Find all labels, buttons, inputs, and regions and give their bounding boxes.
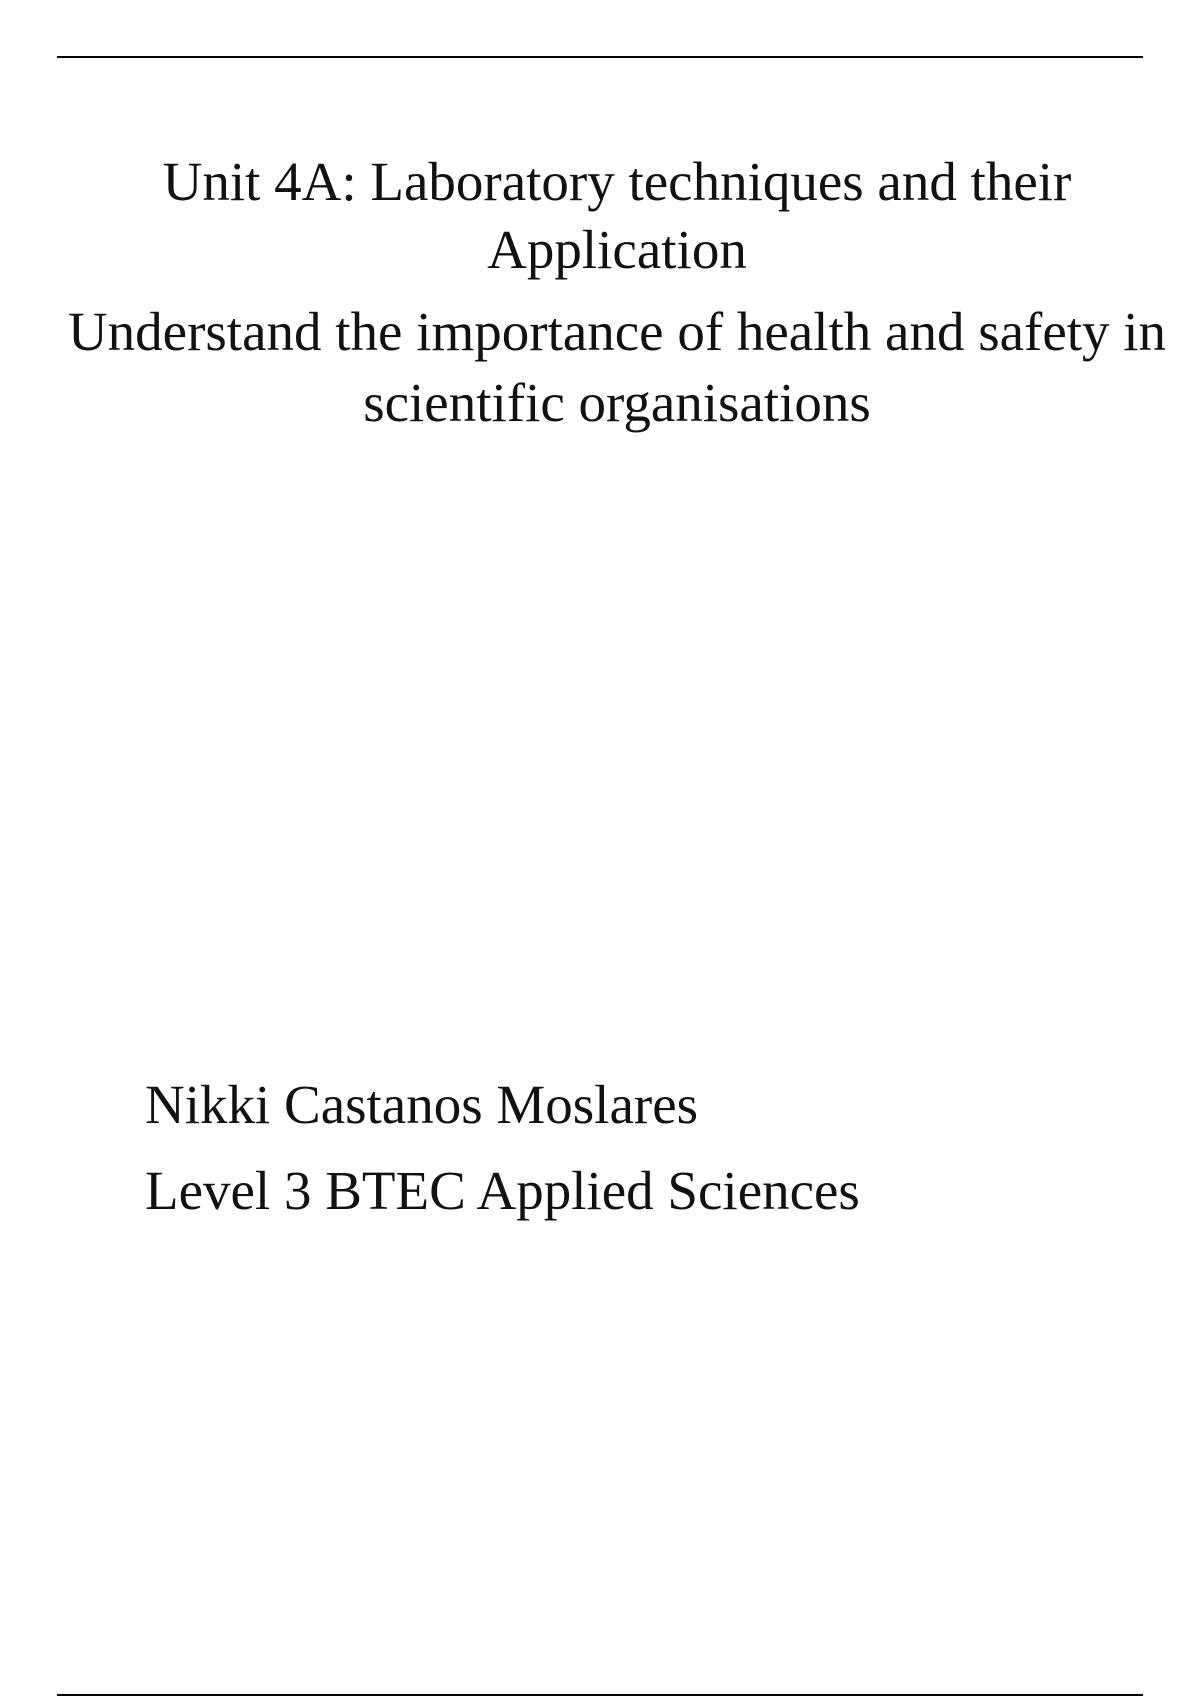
document-title: Unit 4A: Laboratory techniques and their Application bbox=[162, 151, 1072, 280]
cover-title-block bbox=[57, 148, 1177, 438]
bottom-rule bbox=[57, 1694, 1143, 1696]
document-subtitle: Understand the importance of health and safety in scientific organisations bbox=[67, 301, 1167, 433]
top-rule bbox=[57, 56, 1143, 58]
course-name: Level 3 BTEC Applied Sciences bbox=[145, 1160, 860, 1221]
author-name: Nikki Castanos Moslares bbox=[145, 1074, 699, 1135]
author-block bbox=[145, 1062, 1145, 1234]
